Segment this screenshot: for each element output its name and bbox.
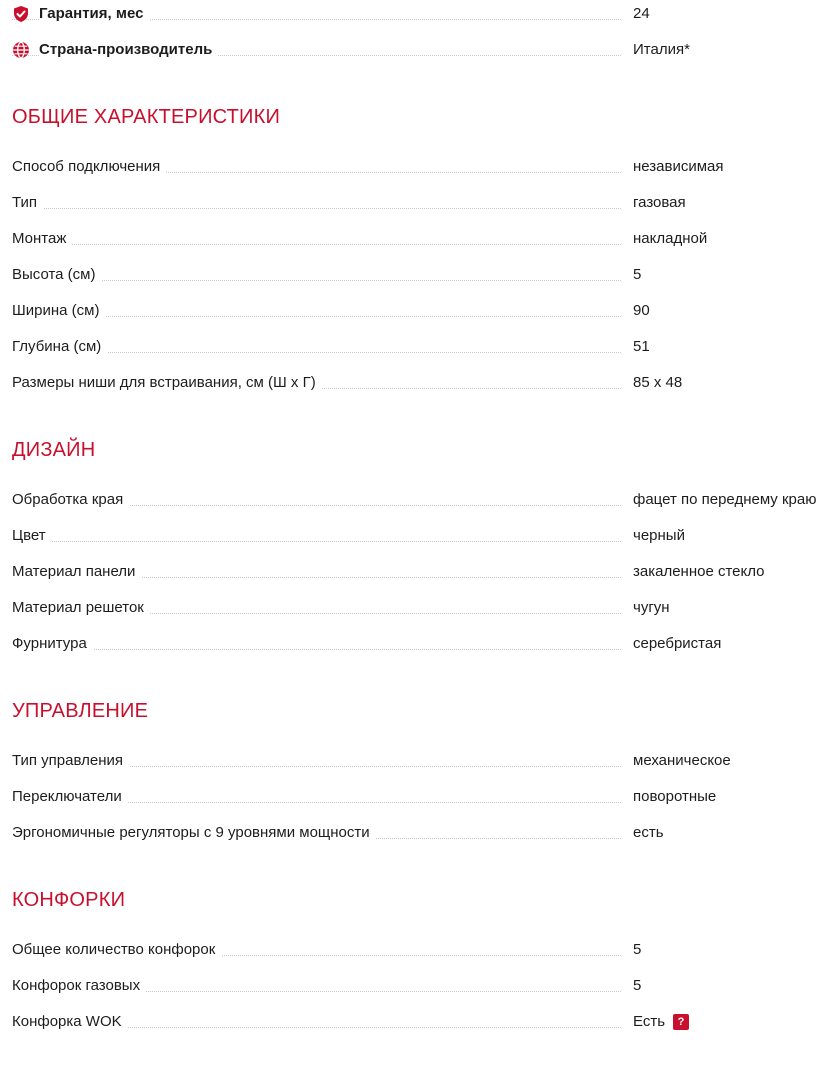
spec-row: [12, 938, 833, 962]
spec-value: независимая: [633, 158, 724, 175]
spec-label: Монтаж: [12, 227, 72, 251]
section-title-burners: КОНФОРКИ: [12, 889, 126, 911]
spec-label: Гарантия, мес: [39, 2, 149, 26]
spec-value: 51: [633, 338, 650, 355]
spec-value: газовая: [633, 194, 686, 211]
dotted-leader: [12, 649, 621, 650]
spec-label: Ширина (см): [12, 299, 105, 323]
spec-value: фацет по переднему краю: [633, 491, 817, 508]
spec-row: [12, 227, 833, 251]
spec-row: [12, 371, 833, 395]
spec-label: Способ подключения: [12, 155, 166, 179]
spec-label: Материал панели: [12, 560, 141, 584]
spec-label: Цвет: [12, 524, 52, 548]
spec-row: [12, 785, 833, 809]
spec-value: есть: [633, 824, 664, 841]
spec-value: поворотные: [633, 788, 717, 805]
spec-value: черный: [633, 527, 685, 544]
spec-label: Материал решеток: [12, 596, 150, 620]
spec-value: 90: [633, 302, 650, 319]
spec-value: 24: [633, 5, 650, 22]
section-title-control: УПРАВЛЕНИЕ: [12, 700, 149, 722]
globe-icon: [12, 41, 30, 59]
spec-row: [12, 524, 833, 548]
section-title-general: ОБЩИЕ ХАРАКТЕРИСТИКИ: [12, 106, 281, 128]
spec-value-text: Есть: [633, 1013, 666, 1030]
spec-label: Глубина (см): [12, 335, 107, 359]
spec-label: Высота (см): [12, 263, 101, 287]
spec-value: Италия*: [633, 41, 690, 58]
spec-label: Конфорок газовых: [12, 974, 146, 998]
spec-value: 5: [633, 941, 642, 958]
spec-label: Переключатели: [12, 785, 128, 809]
spec-label: Фурнитура: [12, 632, 93, 656]
section-title-design: ДИЗАЙН: [12, 439, 96, 461]
spec-row: [12, 821, 833, 845]
spec-row-country: [12, 38, 833, 62]
spec-value: механическое: [633, 752, 731, 769]
spec-label: Тип: [12, 191, 43, 215]
spec-value: 85 x 48: [633, 374, 683, 391]
spec-label: Конфорка WOK: [12, 1010, 128, 1034]
spec-row: [12, 560, 833, 584]
dotted-leader: [12, 541, 621, 542]
spec-label: Общее количество конфорок: [12, 938, 221, 962]
spec-label: Размеры ниши для встраивания, см (Ш х Г): [12, 371, 322, 395]
spec-row: [12, 335, 833, 359]
spec-row: [12, 632, 833, 656]
spec-row: [12, 1010, 833, 1034]
spec-value: серебристая: [633, 635, 722, 652]
spec-row: [12, 974, 833, 998]
spec-label: Обработка края: [12, 488, 129, 512]
spec-label: Эргономичные регуляторы с 9 уровнями мощности: [12, 821, 376, 845]
spec-row-warranty: [12, 2, 833, 26]
spec-value: накладной: [633, 230, 708, 247]
spec-row: [12, 155, 833, 179]
spec-row: [12, 299, 833, 323]
spec-row: [12, 263, 833, 287]
spec-row: [12, 749, 833, 773]
spec-row: [12, 488, 833, 512]
spec-row: [12, 596, 833, 620]
dotted-leader: [12, 280, 621, 281]
spec-row: [12, 191, 833, 215]
shield-check-icon: [12, 5, 30, 23]
help-question-icon[interactable]: ?: [673, 1014, 689, 1030]
dotted-leader: [12, 208, 621, 209]
spec-value: чугун: [633, 599, 670, 616]
spec-label: Тип управления: [12, 749, 129, 773]
spec-value: закаленное стекло: [633, 563, 765, 580]
dotted-leader: [12, 244, 621, 245]
spec-value-wok: [633, 1010, 689, 1034]
spec-label: Страна-производитель: [39, 38, 218, 62]
spec-value: 5: [633, 266, 642, 283]
spec-value: 5: [633, 977, 642, 994]
